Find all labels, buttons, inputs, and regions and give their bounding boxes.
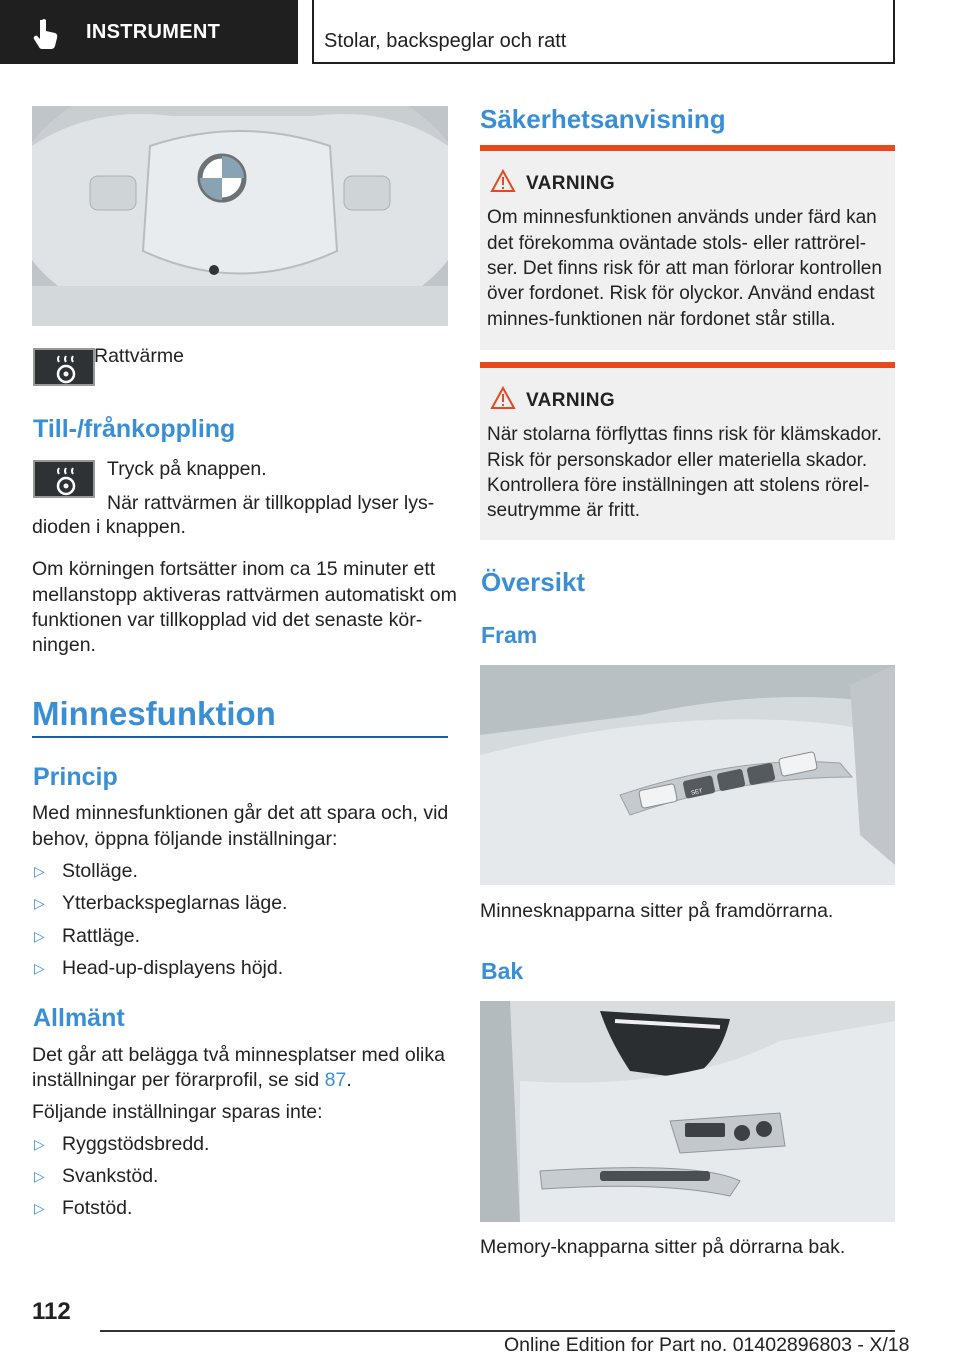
stop-para-line-1: Om körningen fortsätter inom ca 15 minuter ett — [32, 558, 436, 580]
bullet-triangle-icon: ▷ — [34, 928, 45, 944]
heated-wheel-button-image-2 — [33, 460, 95, 498]
bullet-triangle-icon: ▷ — [34, 960, 45, 976]
heading-rule — [32, 736, 448, 738]
bullet-triangle-icon: ▷ — [34, 895, 45, 911]
front-door-photo — [480, 665, 895, 885]
footer-edition: Online Edition for Part no. 01402896803 - X/18 — [504, 1334, 910, 1356]
general-line-3: Följande inställningar sparas inte: — [32, 1101, 323, 1123]
warning-line: seutrymme är fritt. — [487, 500, 641, 521]
warning-triangle-icon — [490, 386, 516, 410]
page-link[interactable]: 87 — [324, 1069, 347, 1091]
principle-line-2: behov, öppna följande inställningar: — [32, 828, 338, 850]
warning-line: ser. Det finns risk för att man förlorar kontrollen — [487, 258, 882, 279]
heading-rear: Bak — [481, 958, 524, 984]
stop-para-line-4: ningen. — [32, 634, 96, 656]
warning-line: Risk för personskador eller materiella skador. — [487, 450, 868, 471]
heated-steering-wheel-icon — [52, 466, 80, 496]
toggle-step-led-b: dioden i knappen. — [32, 516, 186, 538]
warning-triangle-icon — [490, 169, 516, 193]
heated-steering-wheel-icon — [52, 354, 80, 384]
heading-general: Allmänt — [33, 1004, 125, 1032]
heading-overview: Översikt — [481, 567, 586, 597]
toggle-step-led-a: När rattvärmen är tillkopplad lyser lys- — [107, 492, 435, 514]
bullet-triangle-icon: ▷ — [34, 1200, 45, 1216]
warning-title: VARNING — [526, 390, 616, 411]
heading-toggle: Till-/frånkoppling — [33, 415, 236, 443]
warning-line: När stolarna förflyttas finns risk för klämskador. — [487, 424, 882, 445]
warning-line: det förekomma oväntade stols- eller rattrörel- — [487, 233, 867, 254]
heading-front: Fram — [481, 622, 538, 648]
bullet-triangle-icon: ▷ — [34, 1136, 45, 1152]
stop-para-line-2: mellanstopp aktiveras rattvärmen automatiskt om — [32, 584, 457, 606]
warning-line: Kontrollera före inställningen att stolens rörel- — [487, 475, 870, 496]
heading-safety: Säkerhetsanvisning — [480, 104, 726, 134]
page-number: 112 — [32, 1298, 71, 1325]
general-line-2: inställningar per förarprofil, se sid 87. — [32, 1069, 352, 1091]
warning-bar — [480, 362, 895, 368]
warning-line: Om minnesfunktionen används under färd kan — [487, 207, 877, 228]
hand-pointer-icon — [28, 16, 64, 52]
heated-wheel-button-image — [33, 348, 95, 386]
toggle-step-press: Tryck på knappen. — [107, 458, 267, 480]
warning-box-1 — [480, 145, 895, 350]
warning-line: över fordonet. Risk för olyckor. Använd endast — [487, 283, 875, 304]
rear-door-photo — [480, 1001, 895, 1222]
heading-memory-function: Minnesfunktion — [32, 695, 276, 732]
header-section-label: INSTRUMENT — [86, 21, 221, 43]
warning-box-2 — [480, 362, 895, 540]
heading-principle: Princip — [33, 763, 118, 791]
memory-set-label: SET — [690, 788, 704, 797]
bullet-triangle-icon: ▷ — [34, 1168, 45, 1184]
warning-title: VARNING — [526, 173, 616, 194]
heated-wheel-caption: Rattvärme — [94, 345, 184, 367]
warning-line: minnes-funktionen när fordonet står stilla. — [487, 309, 836, 330]
general-line-1: Det går att belägga två minnesplatser med olika — [32, 1044, 445, 1066]
principle-line-1: Med minnesfunktionen går det att spara och, vid — [32, 802, 449, 824]
stop-para-line-3: funktionen var tillkopplad vid det senaste kör- — [32, 609, 423, 631]
rear-caption: Memory-knapparna sitter på dörrarna bak. — [480, 1236, 846, 1258]
warning-bar — [480, 145, 895, 151]
front-caption: Minnesknapparna sitter på framdörrarna. — [480, 900, 834, 922]
header-topic-label: Stolar, backspeglar och ratt — [324, 30, 567, 52]
bullet-triangle-icon: ▷ — [34, 863, 45, 879]
steering-wheel-photo — [32, 106, 448, 326]
footer-rule — [100, 1330, 895, 1332]
